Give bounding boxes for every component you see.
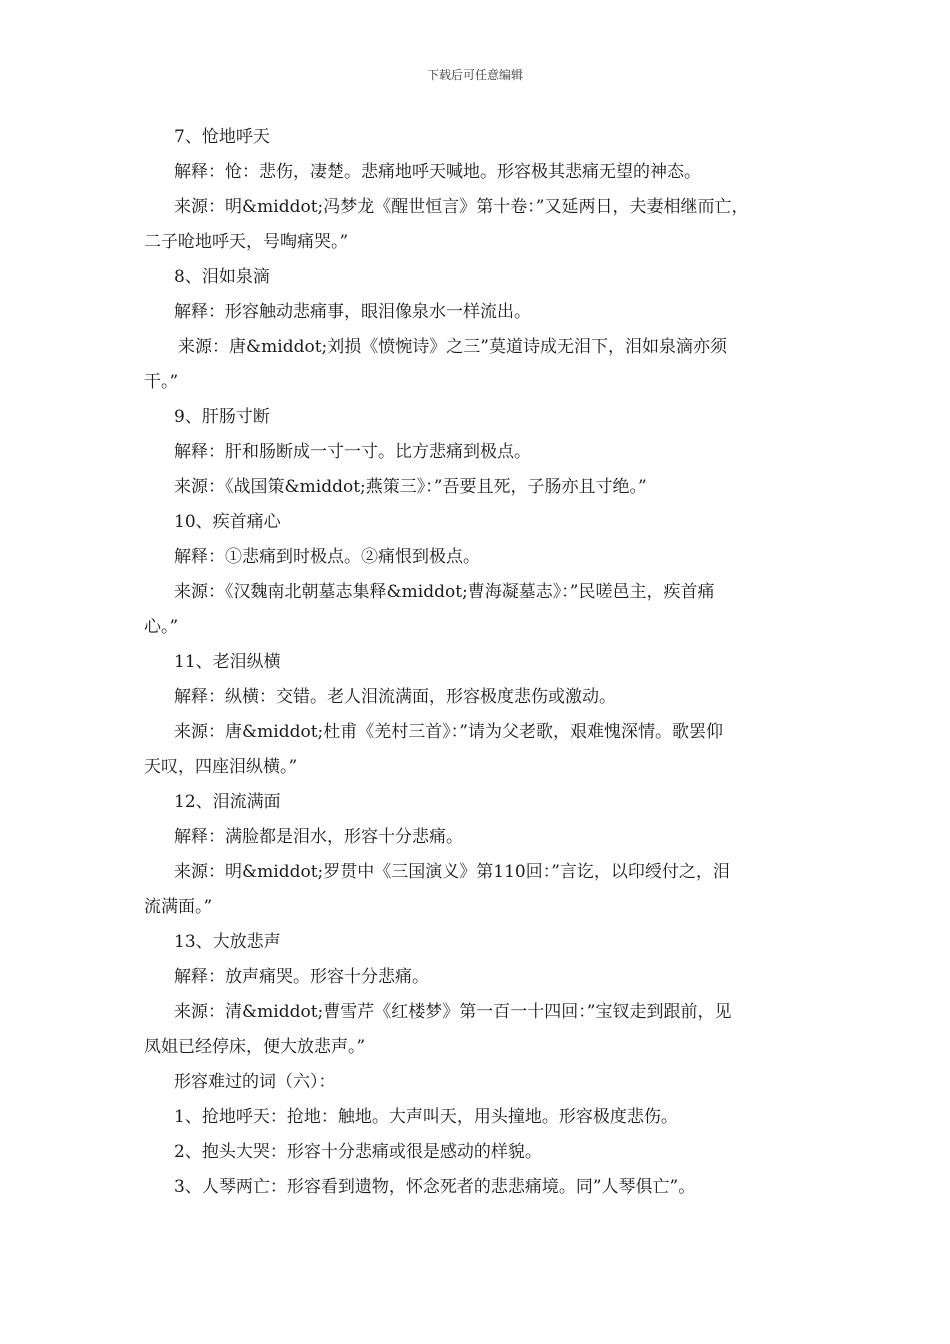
- source-7: 来源：明&middot;冯梦龙《醒世恒言》第十卷：”又延两日，夫妻相继而亡，: [174, 197, 749, 217]
- source-11: 来源：唐&middot;杜甫《羌村三首》：”请为父老歌，艰难愧深情。歌罢仰: [174, 722, 723, 742]
- document-body: [144, 120, 820, 1205]
- explanation-8: 解释：形容触动悲痛事，眼泪像泉水一样流出。: [174, 302, 531, 322]
- source-13: 来源：清&middot;曹雪芹《红楼梦》第一百一十四回：”宝钗走到跟前，见: [174, 1002, 732, 1022]
- entry-title-11: 11、老泪纵横: [174, 652, 281, 672]
- source-11-continued: 天叹，四座泪纵横。”: [144, 757, 298, 777]
- explanation-9: 解释：肝和肠断成一寸一寸。比方悲痛到极点。: [174, 442, 531, 462]
- source-9: 来源：《战国策&middot;燕策三》：”吾要且死，子肠亦且寸绝。”: [174, 477, 647, 497]
- entry-title-12: 12、泪流满面: [174, 792, 281, 812]
- entry-title-13: 13、大放悲声: [174, 932, 281, 952]
- entry-title-8: 8、泪如泉滴: [174, 267, 270, 287]
- source-8-continued: 干。”: [144, 372, 179, 392]
- page-header: 下载后可任意编辑: [426, 68, 523, 82]
- explanation-13: 解释：放声痛哭。形容十分悲痛。: [174, 967, 429, 987]
- list-item-1: 1、抢地呼天：抢地：触地。大声叫天，用头撞地。形容极度悲伤。: [174, 1107, 678, 1127]
- source-12: 来源：明&middot;罗贯中《三国演义》第110回：”言讫，以印绶付之，泪: [174, 862, 730, 882]
- source-12-continued: 流满面。”: [144, 897, 213, 917]
- section-heading: 形容难过的词（六）：: [174, 1072, 336, 1092]
- explanation-10: 解释：①悲痛到时极点。②痛恨到极点。: [174, 547, 480, 567]
- source-10-continued: 心。”: [144, 617, 179, 637]
- explanation-12: 解释：满脸都是泪水，形容十分悲痛。: [174, 827, 463, 847]
- source-8: 来源：唐&middot;刘损《愤惋诗》之三”莫道诗成无泪下，泪如泉滴亦须: [178, 337, 727, 357]
- source-13-continued: 凤姐已经停床，便大放悲声。”: [144, 1037, 366, 1057]
- entry-title-7: 7、怆地呼天: [174, 127, 270, 147]
- entry-title-9: 9、肝肠寸断: [174, 407, 270, 427]
- source-10: 来源：《汉魏南北朝墓志集释&middot;曹海凝墓志》：”民嗟邑主，疾首痛: [174, 582, 715, 602]
- list-item-2: 2、抱头大哭：形容十分悲痛或很是感动的样貌。: [174, 1142, 542, 1162]
- list-item-3: 3、人琴两亡：形容看到遗物，怀念死者的悲悲痛境。同”人琴俱亡”。: [174, 1177, 696, 1197]
- entry-title-10: 10、疾首痛心: [174, 512, 281, 532]
- explanation-11: 解释：纵横：交错。老人泪流满面，形容极度悲伤或激动。: [174, 687, 616, 707]
- source-7-continued: 二子呛地呼天，号啕痛哭。”: [144, 232, 349, 252]
- explanation-7: 解释：怆：悲伤，凄楚。悲痛地呼天喊地。形容极其悲痛无望的神态。: [174, 162, 701, 182]
